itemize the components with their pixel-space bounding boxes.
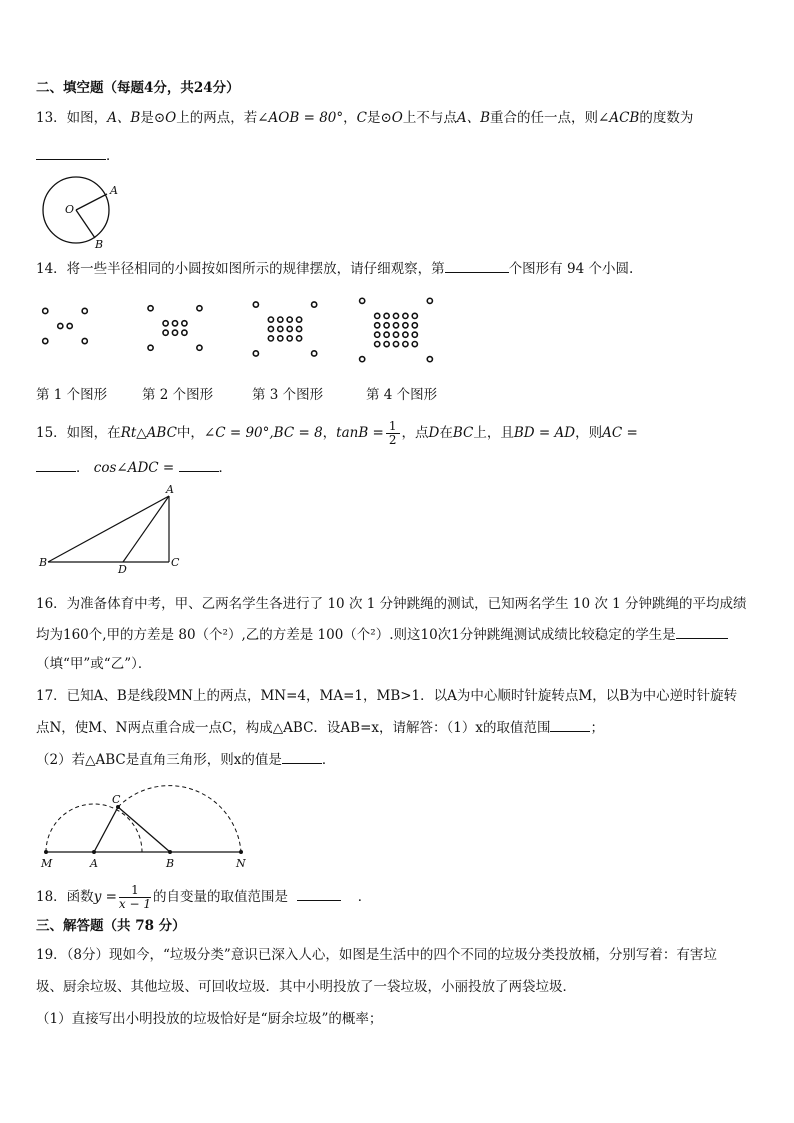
q16-answer-blank[interactable] xyxy=(676,624,728,639)
figure-3-corner-circle xyxy=(253,302,258,307)
figure-4-inner-circle xyxy=(375,342,380,347)
figure-4-inner-circle xyxy=(412,332,417,337)
section-title: 二、填空题（每题4分，共24分） xyxy=(36,80,240,96)
figure-2-corner-circle xyxy=(148,345,153,350)
figure-4-inner-circle xyxy=(412,313,417,318)
figure-4-inner-circle xyxy=(393,323,398,328)
figure-4-inner-circle xyxy=(403,323,408,328)
label-c: C xyxy=(171,556,180,569)
q18-text: 18．函数y = $\frac{1}{x - 1}$ 的自变量的取值范围是 ． xyxy=(36,883,372,911)
q17-blank-x[interactable] xyxy=(282,749,322,764)
figure-4-corner-circle xyxy=(427,298,432,303)
figure-4-inner-circle xyxy=(393,313,398,318)
figure-2-inner-circle xyxy=(172,321,177,326)
figure-2-corner-circle xyxy=(197,306,202,311)
q18-answer-blank[interactable] xyxy=(297,886,341,901)
figure-3-inner-circle xyxy=(287,336,292,341)
figure-4-inner-circle xyxy=(384,323,389,328)
figure-3-corner-circle xyxy=(253,351,258,356)
q15-blank-ac[interactable] xyxy=(36,457,76,472)
q17-line2: 点N，使M、N两点重合成一点C，构成△ABC．设AB=x，请解答：（1）x的取值范围 ； xyxy=(36,717,604,738)
figure-2-inner-circle xyxy=(182,321,187,326)
q19-line3: （1）直接写出小明投放的垃圾恰好是“厨余垃圾”的概率； xyxy=(36,1011,383,1027)
figure-3-inner-circle xyxy=(297,326,302,331)
figure-4-corner-circle xyxy=(360,357,365,362)
label-m: M xyxy=(41,857,53,870)
figure-4-inner-circle xyxy=(375,323,380,328)
label-d: D xyxy=(118,563,127,576)
label-b: B xyxy=(95,238,104,251)
figure-2-inner-circle xyxy=(182,330,187,335)
figure-3-corner-circle xyxy=(312,302,317,307)
q15-line1: 15．如图，在Rt△ABC中，∠C = 90°,BC = 8，tanB = $\frac{1}{2}$ ，点D在BC上，且BD = AD，则AC = xyxy=(36,419,638,447)
figure-4-inner-circle xyxy=(393,342,398,347)
q14-text: 14．将一些半径相同的小圆按如图所示的规律摆放，请仔细观察，第 个图形有 94 个小圆. xyxy=(36,258,633,279)
label-n: N xyxy=(236,857,246,870)
q17-blank-range[interactable] xyxy=(550,717,590,732)
q17-line3: （2）若△ABC是直角三角形，则x的值是 ． xyxy=(36,749,335,770)
q15-triangle-figure xyxy=(38,482,188,574)
figure-4-inner-circle xyxy=(375,313,380,318)
figure-4-inner-circle xyxy=(403,313,408,318)
figure-4-inner-circle xyxy=(403,342,408,347)
figure-3-inner-circle xyxy=(297,336,302,341)
label-o: O xyxy=(65,203,75,216)
figure-2-inner-circle xyxy=(172,330,177,335)
figure-1-corner-circle xyxy=(43,308,48,313)
q18-fraction: $\frac{1}{x - 1}$ xyxy=(118,883,152,911)
figure-4-corner-circle xyxy=(427,357,432,362)
q13-line1: 13．如图，A、B是⊙O上的两点，若∠AOB = 80°，C是⊙O上不与点A、B重合的任一点，则∠ACB的度数为 xyxy=(36,110,694,126)
figure-2-inner-circle xyxy=(163,330,168,335)
figure-4-corner-circle xyxy=(360,298,365,303)
label-c: C xyxy=(112,793,121,806)
q16-line1: 16．为准备体育中考，甲、乙两名学生各进行了 10 次 1 分钟跳绳的测试，已知两名学生 10 次 1 分钟跳绳的平均成绩 xyxy=(36,596,747,612)
figure-3-inner-circle xyxy=(287,317,292,322)
figure-3-inner-circle xyxy=(278,326,283,331)
figure-4-inner-circle xyxy=(403,332,408,337)
figure-1-corner-circle xyxy=(82,308,87,313)
figure-3-inner-circle xyxy=(268,317,273,322)
figure-2-corner-circle xyxy=(148,306,153,311)
q14-caption-4: 第 4 个图形 xyxy=(366,387,438,403)
figure-3-inner-circle xyxy=(268,326,273,331)
section-title: 三、解答题（共 78 分） xyxy=(36,918,186,934)
figure-4-inner-circle xyxy=(384,342,389,347)
q17-line1: 17．已知A、B是线段MN上的两点，MN=4，MA=1，MB>1．以A为中心顺时针旋转点M，以B为中心逆时针旋转 xyxy=(36,688,738,704)
label-a: A xyxy=(90,857,98,870)
figure-4-inner-circle xyxy=(393,332,398,337)
q15-line2: ． cos∠ADC = ． xyxy=(36,457,232,478)
figure-4-inner-circle xyxy=(384,332,389,337)
figure-1-inner-circle xyxy=(67,323,72,328)
figure-4-inner-circle xyxy=(384,313,389,318)
figure-3-inner-circle xyxy=(297,317,302,322)
q15-fraction: $\frac{1}{2}$ xyxy=(386,420,400,447)
figure-3-inner-circle xyxy=(287,326,292,331)
q15-blank-cos[interactable] xyxy=(179,457,219,472)
figure-4-inner-circle xyxy=(412,342,417,347)
q19-line2: 圾、厨余垃圾、其他垃圾、可回收垃圾．其中小明投放了一袋垃圾，小丽投放了两袋垃圾． xyxy=(36,979,576,995)
label-b: B xyxy=(39,556,48,569)
q17-segment-figure xyxy=(36,774,256,872)
figure-4-inner-circle xyxy=(375,332,380,337)
q16-line3: （填“甲”或“乙”）． xyxy=(36,656,152,672)
figure-1-corner-circle xyxy=(82,338,87,343)
q19-line1: 19．（8分）现如今，“垃圾分类”意识已深入人心，如图是生活中的四个不同的垃圾分类投放桶，分别写着：有害垃 xyxy=(36,947,717,963)
figure-3-inner-circle xyxy=(268,336,273,341)
label-a: A xyxy=(166,483,174,496)
figure-1-inner-circle xyxy=(58,323,63,328)
figure-3-corner-circle xyxy=(312,351,317,356)
figure-3-inner-circle xyxy=(278,336,283,341)
q14-caption-2: 第 2 个图形 xyxy=(142,387,214,403)
figure-3-inner-circle xyxy=(278,317,283,322)
q14-caption-3: 第 3 个图形 xyxy=(252,387,324,403)
figure-4-inner-circle xyxy=(412,323,417,328)
label-a: A xyxy=(110,184,118,197)
q14-caption-1: 第 1 个图形 xyxy=(36,387,108,403)
q16-line2: 均为160个,甲的方差是 80（个²）,乙的方差是 100（个²）.则这10次1分钟跳绳测试成绩比较稳定的学生是 xyxy=(36,624,728,645)
q13-line2: ． xyxy=(36,145,120,166)
figure-2-inner-circle xyxy=(163,321,168,326)
figure-2-corner-circle xyxy=(197,345,202,350)
label-b: B xyxy=(166,857,175,870)
figure-1-corner-circle xyxy=(43,338,48,343)
